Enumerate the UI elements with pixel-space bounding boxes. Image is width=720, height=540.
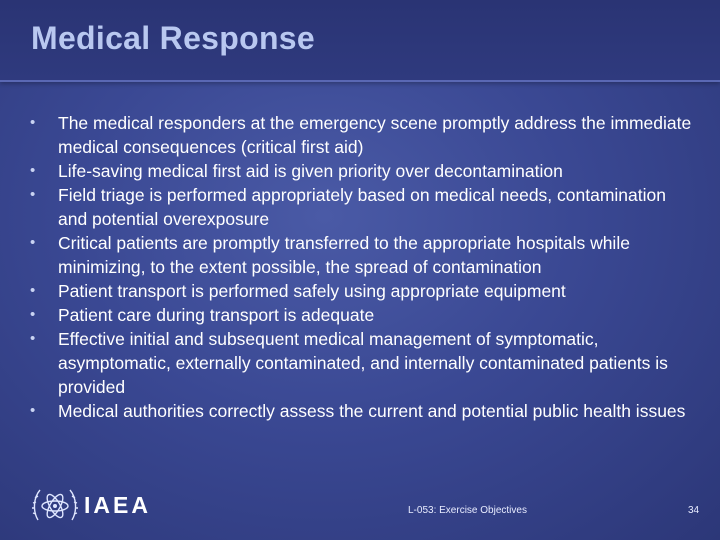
page-number: 34 <box>688 505 700 516</box>
bullet-text: Patient care during transport is adequate <box>58 305 375 325</box>
bullet-item <box>30 399 700 423</box>
bullet-text: The medical responders at the emergency scene promptly address the immediate medical consequences (critical first aid) <box>58 113 692 157</box>
bullet-item <box>30 231 700 279</box>
bullet-item <box>30 159 700 183</box>
bullet-marker: • <box>30 186 36 203</box>
bullet-item <box>30 303 700 327</box>
bullet-marker: • <box>30 162 36 179</box>
bullet-item <box>30 183 700 231</box>
bullet-text: Critical patients are promptly transferred to the appropriate hospitals while minimizing, to the extent possible, the spread of contamination <box>58 233 630 277</box>
bullet-marker: • <box>30 306 36 323</box>
iaea-logo-text: IAEA <box>84 492 151 518</box>
bullet-text: Medical authorities correctly assess the current and potential public health issues <box>58 401 686 421</box>
footer-caption: L-053: Exercise Objectives <box>408 505 527 516</box>
bullet-item <box>30 327 700 399</box>
title-bar <box>0 0 720 82</box>
bullet-marker: • <box>30 402 36 419</box>
bullet-item <box>30 111 700 159</box>
bullet-text: Life-saving medical first aid is given priority over decontamination <box>58 161 563 181</box>
bullet-text: Field triage is performed appropriately based on medical needs, contamination and potential overexposure <box>58 185 666 229</box>
bullet-item <box>30 279 700 303</box>
bullet-list <box>30 111 700 423</box>
iaea-emblem-icon <box>30 484 80 528</box>
bullet-marker: • <box>30 282 36 299</box>
slide-title: Medical Response <box>31 20 316 56</box>
bullet-marker: • <box>30 330 36 347</box>
bullet-marker: • <box>30 114 36 131</box>
bullet-text: Patient transport is performed safely using appropriate equipment <box>58 281 566 301</box>
bullet-marker: • <box>30 234 36 251</box>
bullet-text: Effective initial and subsequent medical management of symptomatic, asymptomatic, externally contaminated, and internally contaminated patients is provided <box>58 329 668 397</box>
